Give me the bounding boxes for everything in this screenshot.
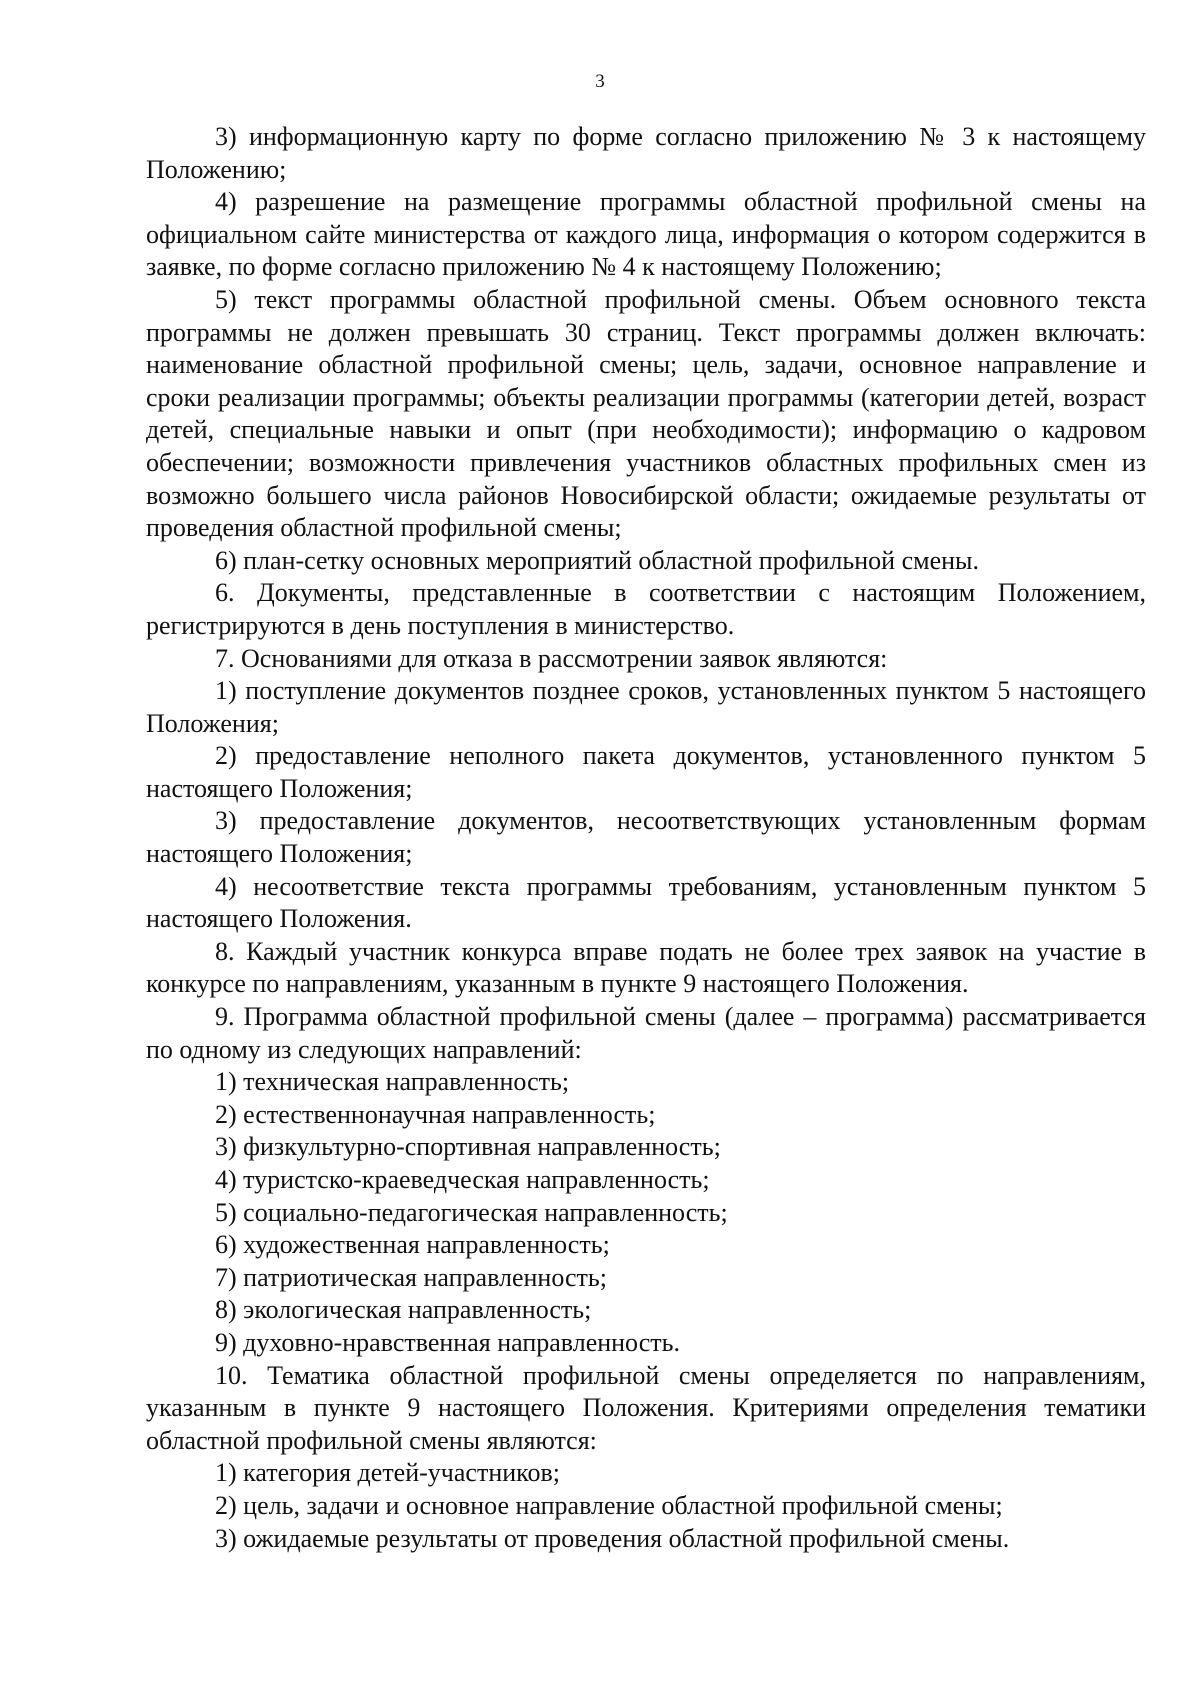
paragraph: 6. Документы, представленные в соответствии с настоящим Положением, регистрируются в день поступления в министерство.	[146, 578, 1146, 640]
list-item: 4) туристско-краеведческая направленность;	[215, 1165, 710, 1194]
list-item: 5) социально-педагогическая направленность;	[215, 1197, 728, 1227]
paragraph: 10. Тематика областной профильной смены определяется по направлениям, указанным в пункте 9 настоящего Положения. Критериями определения тематики областной профильной смены являются:	[146, 1360, 1146, 1455]
list-item: 3) ожидаемые результаты от проведения областной профильной смены.	[215, 1523, 1010, 1553]
list-item: 8) экологическая направленность;	[215, 1295, 592, 1325]
list-item: 1) техническая направленность;	[215, 1067, 570, 1097]
paragraph: 8. Каждый участник конкурса вправе подать не более трех заявок на участие в конкурсе по направлениям, указанным в пункте 9 настоящего Положения.	[146, 936, 1146, 999]
document-body	[146, 121, 1146, 1555]
paragraph: 9. Программа областной профильной смены (далее – программа) рассматривается по одному из следующих направлений:	[146, 1002, 1146, 1064]
page-number: 3	[595, 71, 605, 92]
paragraph: 4) разрешение на размещение программы областной профильной смены на официальном сайте министерства от каждого лица, информация о котором содержится в заявке, по форме согласно приложению № 4 к настоящему Положению;	[146, 187, 1146, 282]
paragraph: 3) информационную карту по форме согласно приложению № 3 к настоящему Положению;	[146, 122, 1146, 184]
paragraph: 3) предоставление документов, несоответствующих установленным формам настоящего Положения;	[146, 806, 1146, 869]
list-item: 3) физкультурно-спортивная направленность;	[215, 1132, 721, 1162]
paragraph: 1) поступление документов позднее сроков, установленных пунктом 5 настоящего Положения;	[146, 676, 1146, 738]
paragraph: 6) план-сетку основных мероприятий областной профильной смены.	[215, 545, 979, 575]
list-item: 7) патриотическая направленность;	[215, 1262, 607, 1292]
paragraph: 7. Основаниями для отказа в рассмотрении заявок являются:	[215, 643, 888, 673]
list-item: 6) художественная направленность;	[215, 1230, 610, 1260]
list-item: 1) категория детей-участников;	[215, 1458, 560, 1488]
list-item: 2) цель, задачи и основное направление областной профильной смены;	[215, 1490, 1003, 1520]
paragraph: 4) несоответствие текста программы требованиям, установленным пунктом 5 настоящего Положения.	[146, 871, 1146, 934]
list-item: 2) естественнонаучная направленность;	[215, 1099, 656, 1129]
paragraph: 2) предоставление неполного пакета документов, установленного пунктом 5 настоящего Положения;	[146, 741, 1146, 803]
paragraph: 5) текст программы областной профильной смены. Объем основного текста программы не должен превышать 30 страниц. Текст программы должен включать: наименование областной профильной смены; цель, задачи, основное направление и сроки реализации программы; объекты реализации программы (категории детей, возраст детей, специальные навыки и опыт (при необходимости); информацию о кадровом обеспечении; возможности привлечения участников областных профильных смен из возможно большего числа районов Новосибирской области; ожидаемые результаты от проведения областной профильной смены;	[146, 284, 1146, 543]
list-item: 9) духовно-нравственная направленность.	[215, 1327, 680, 1357]
